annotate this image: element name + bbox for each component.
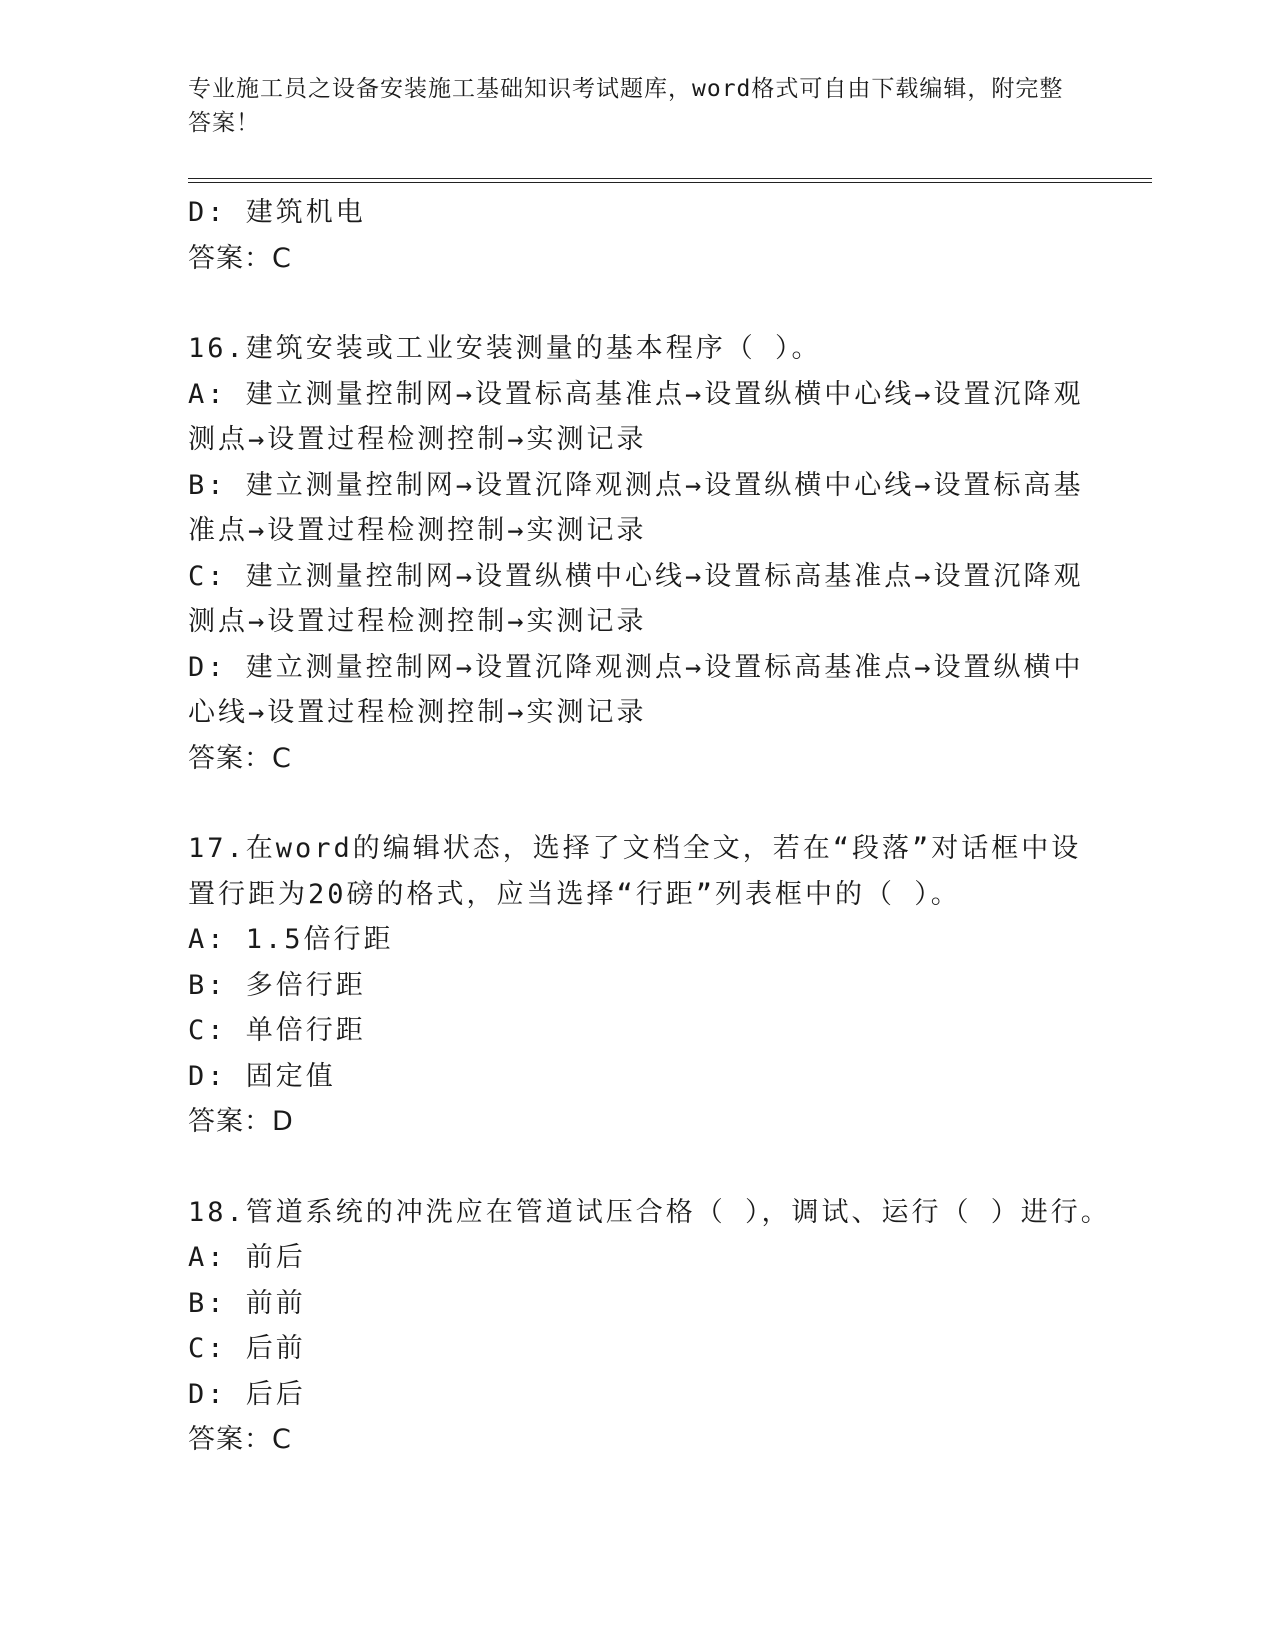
q17-option-b: B: 多倍行距 [188,969,366,1001]
q16-option-c-line1: C: 建立测量控制网→设置纵横中心线→设置标高基准点→设置沉降观 [188,560,1084,592]
q16-answer: 答案：C [188,742,292,774]
header-divider [188,178,1152,183]
q18-option-b: B: 前前 [188,1287,306,1319]
prev-answer: 答案：C [188,242,292,274]
q17-question-line1: 17.在word的编辑状态，选择了文档全文，若在“段落”对话框中设 [188,833,1082,864]
q16-option-a-line1: A: 建立测量控制网→设置标高基准点→设置纵横中心线→设置沉降观 [188,378,1084,410]
document-body [188,190,1111,1463]
q18-answer: 答案：C [188,1424,292,1455]
spacer [188,1145,1088,1190]
q16-option-a-line2: 测点→设置过程检测控制→实测记录 [188,424,647,455]
spacer [188,281,1088,326]
q18-option-d: D: 后后 [188,1378,306,1410]
q17-answer: 答案：D [188,1106,294,1137]
q16-question: 16.建筑安装或工业安装测量的基本程序（ ）。 [188,333,822,364]
q18-option-c: C: 后前 [188,1333,306,1364]
q17-question-line2: 置行距为20磅的格式，应当选择“行距”列表框中的（ ）。 [188,878,961,910]
q16-option-d-line1: D: 建立测量控制网→设置沉降观测点→设置标高基准点→设置纵横中 [188,651,1084,683]
q18-option-a: A: 前后 [188,1242,306,1273]
prev-option-d: D: 建筑机电 [188,197,366,228]
q17-option-d: D: 固定值 [188,1060,336,1092]
spacer [188,781,1088,826]
q16-option-b-line1: B: 建立测量控制网→设置沉降观测点→设置纵横中心线→设置标高基 [188,469,1084,501]
q16-option-b-line2: 准点→设置过程检测控制→实测记录 [188,515,647,546]
q18-question: 18.管道系统的冲洗应在管道试压合格（ ），调试、运行（ ）进行。 [188,1196,1111,1228]
q16-option-d-line2: 心线→设置过程检测控制→实测记录 [188,697,647,728]
q16-option-c-line2: 测点→设置过程检测控制→实测记录 [188,606,647,637]
document-header: 专业施工员之设备安装施工基础知识考试题库，word格式可自由下载编辑，附完整答案！ [188,76,1064,136]
q17-option-c: C: 单倍行距 [188,1015,366,1046]
q17-option-a: A: 1.5倍行距 [188,924,394,955]
